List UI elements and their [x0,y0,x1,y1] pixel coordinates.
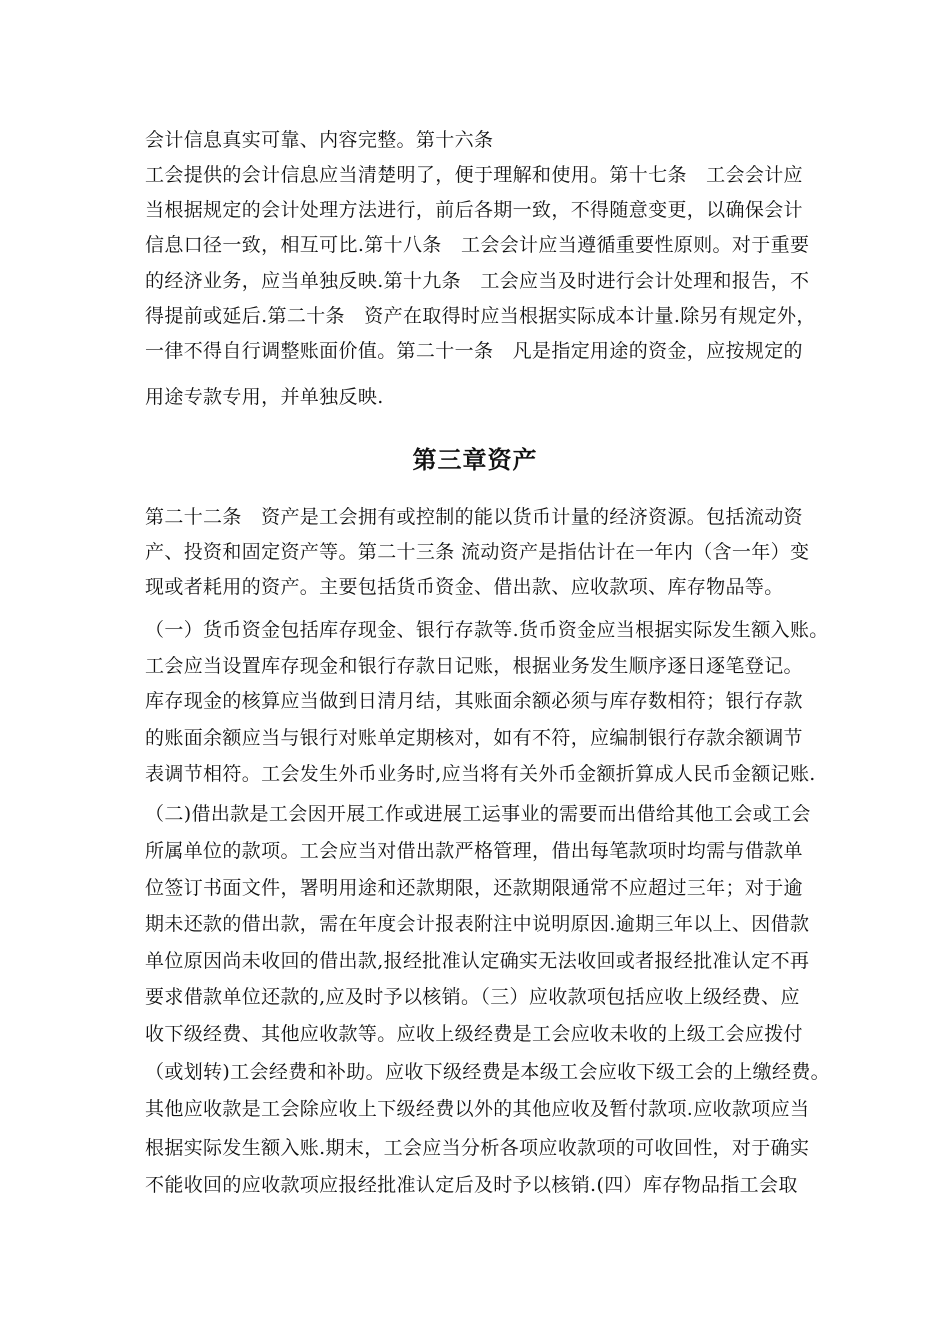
paragraph-line: 工会应当设置库存现金和银行存款日记账，根据业务发生顺序逐日逐笔登记。 [145,655,803,677]
paragraph-line: 的经济业务，应当单独反映.第十九条 工会应当及时进行会计处理和报告，不 [145,270,810,292]
paragraph-line: 表调节相符。工会发生外币业务时,应当将有关外币金额折算成人民币金额记账. [145,763,816,785]
paragraph-line: 得提前或延后.第二十条 资产在取得时应当根据实际成本计量.除另有规定外， [145,305,816,327]
paragraph-line: 所属单位的款项。工会应当对借出款严格管理，借出每笔款项时均需与借款单 [145,840,803,862]
paragraph-line: 工会提供的会计信息应当清楚明了，便于理解和使用。第十七条 工会会计应 [145,164,803,186]
paragraph-line: 信息口径一致，相互可比.第十八条 工会会计应当遵循重要性原则。对于重要 [145,234,810,256]
paragraph-line: 收下级经费、其他应收款等。应收上级经费是工会应收未收的上级工会应拨付 [145,1023,803,1045]
paragraph-line: （一）货币资金包括库存现金、银行存款等.货币资金应当根据实际发生额入账。 [145,619,829,641]
chapter-heading: 第三章资产 [412,446,538,474]
paragraph-line: 期未还款的借出款，需在年度会计报表附注中说明原因.逾期三年以上、因借款 [145,913,810,935]
paragraph-line: （或划转)工会经费和补助。应收下级经费是本级工会应收下级工会的上缴经费。 [145,1061,831,1083]
paragraph-line: 当根据规定的会计处理方法进行，前后各期一致，不得随意变更，以确保会计 [145,199,803,221]
paragraph-line: 要求借款单位还款的,应及时予以核销。（三）应收款项包括应收上级经费、应 [145,986,800,1008]
paragraph-line: 单位原因尚未收回的借出款,报经批准认定确实无法收回或者报经批准认定不再 [145,950,810,972]
paragraph-line: 用途专款专用，并单独反映. [145,386,384,408]
paragraph-line: 库存现金的核算应当做到日清月结，其账面余额必须与库存数相符；银行存款 [145,690,803,712]
paragraph-line: 根据实际发生额入账.期末，工会应当分析各项应收款项的可收回性，对于确实 [145,1137,810,1159]
paragraph-line: 会计信息真实可靠、内容完整。第十六条 [145,129,494,151]
paragraph-line: 第二十二条 资产是工会拥有或控制的能以货币计量的经济资源。包括流动资 [145,506,803,528]
paragraph-line: 位签订书面文件，署明用途和还款期限，还款期限通常不应超过三年；对于逾 [145,877,803,899]
paragraph-line: 现或者耗用的资产。主要包括货币资金、借出款、应收款项、库存物品等。 [145,576,784,598]
paragraph-line: （二)借出款是工会因开展工作或进展工运事业的需要而出借给其他工会或工会 [145,803,811,825]
paragraph-line: 产、投资和固定资产等。第二十三条 流动资产是指估计在一年内（含一年）变 [145,541,810,563]
paragraph-line: 一律不得自行调整账面价值。第二十一条 凡是指定用途的资金，应按规定的 [145,340,803,362]
paragraph-line: 其他应收款是工会除应收上下级经费以外的其他应收及暂付款项.应收款项应当 [145,1098,810,1120]
paragraph-line: 不能收回的应收款项应报经批准认定后及时予以核销.(四）库存物品指工会取 [145,1174,798,1196]
paragraph-line: 的账面余额应当与银行对账单定期核对，如有不符，应编制银行存款余额调节 [145,727,803,749]
